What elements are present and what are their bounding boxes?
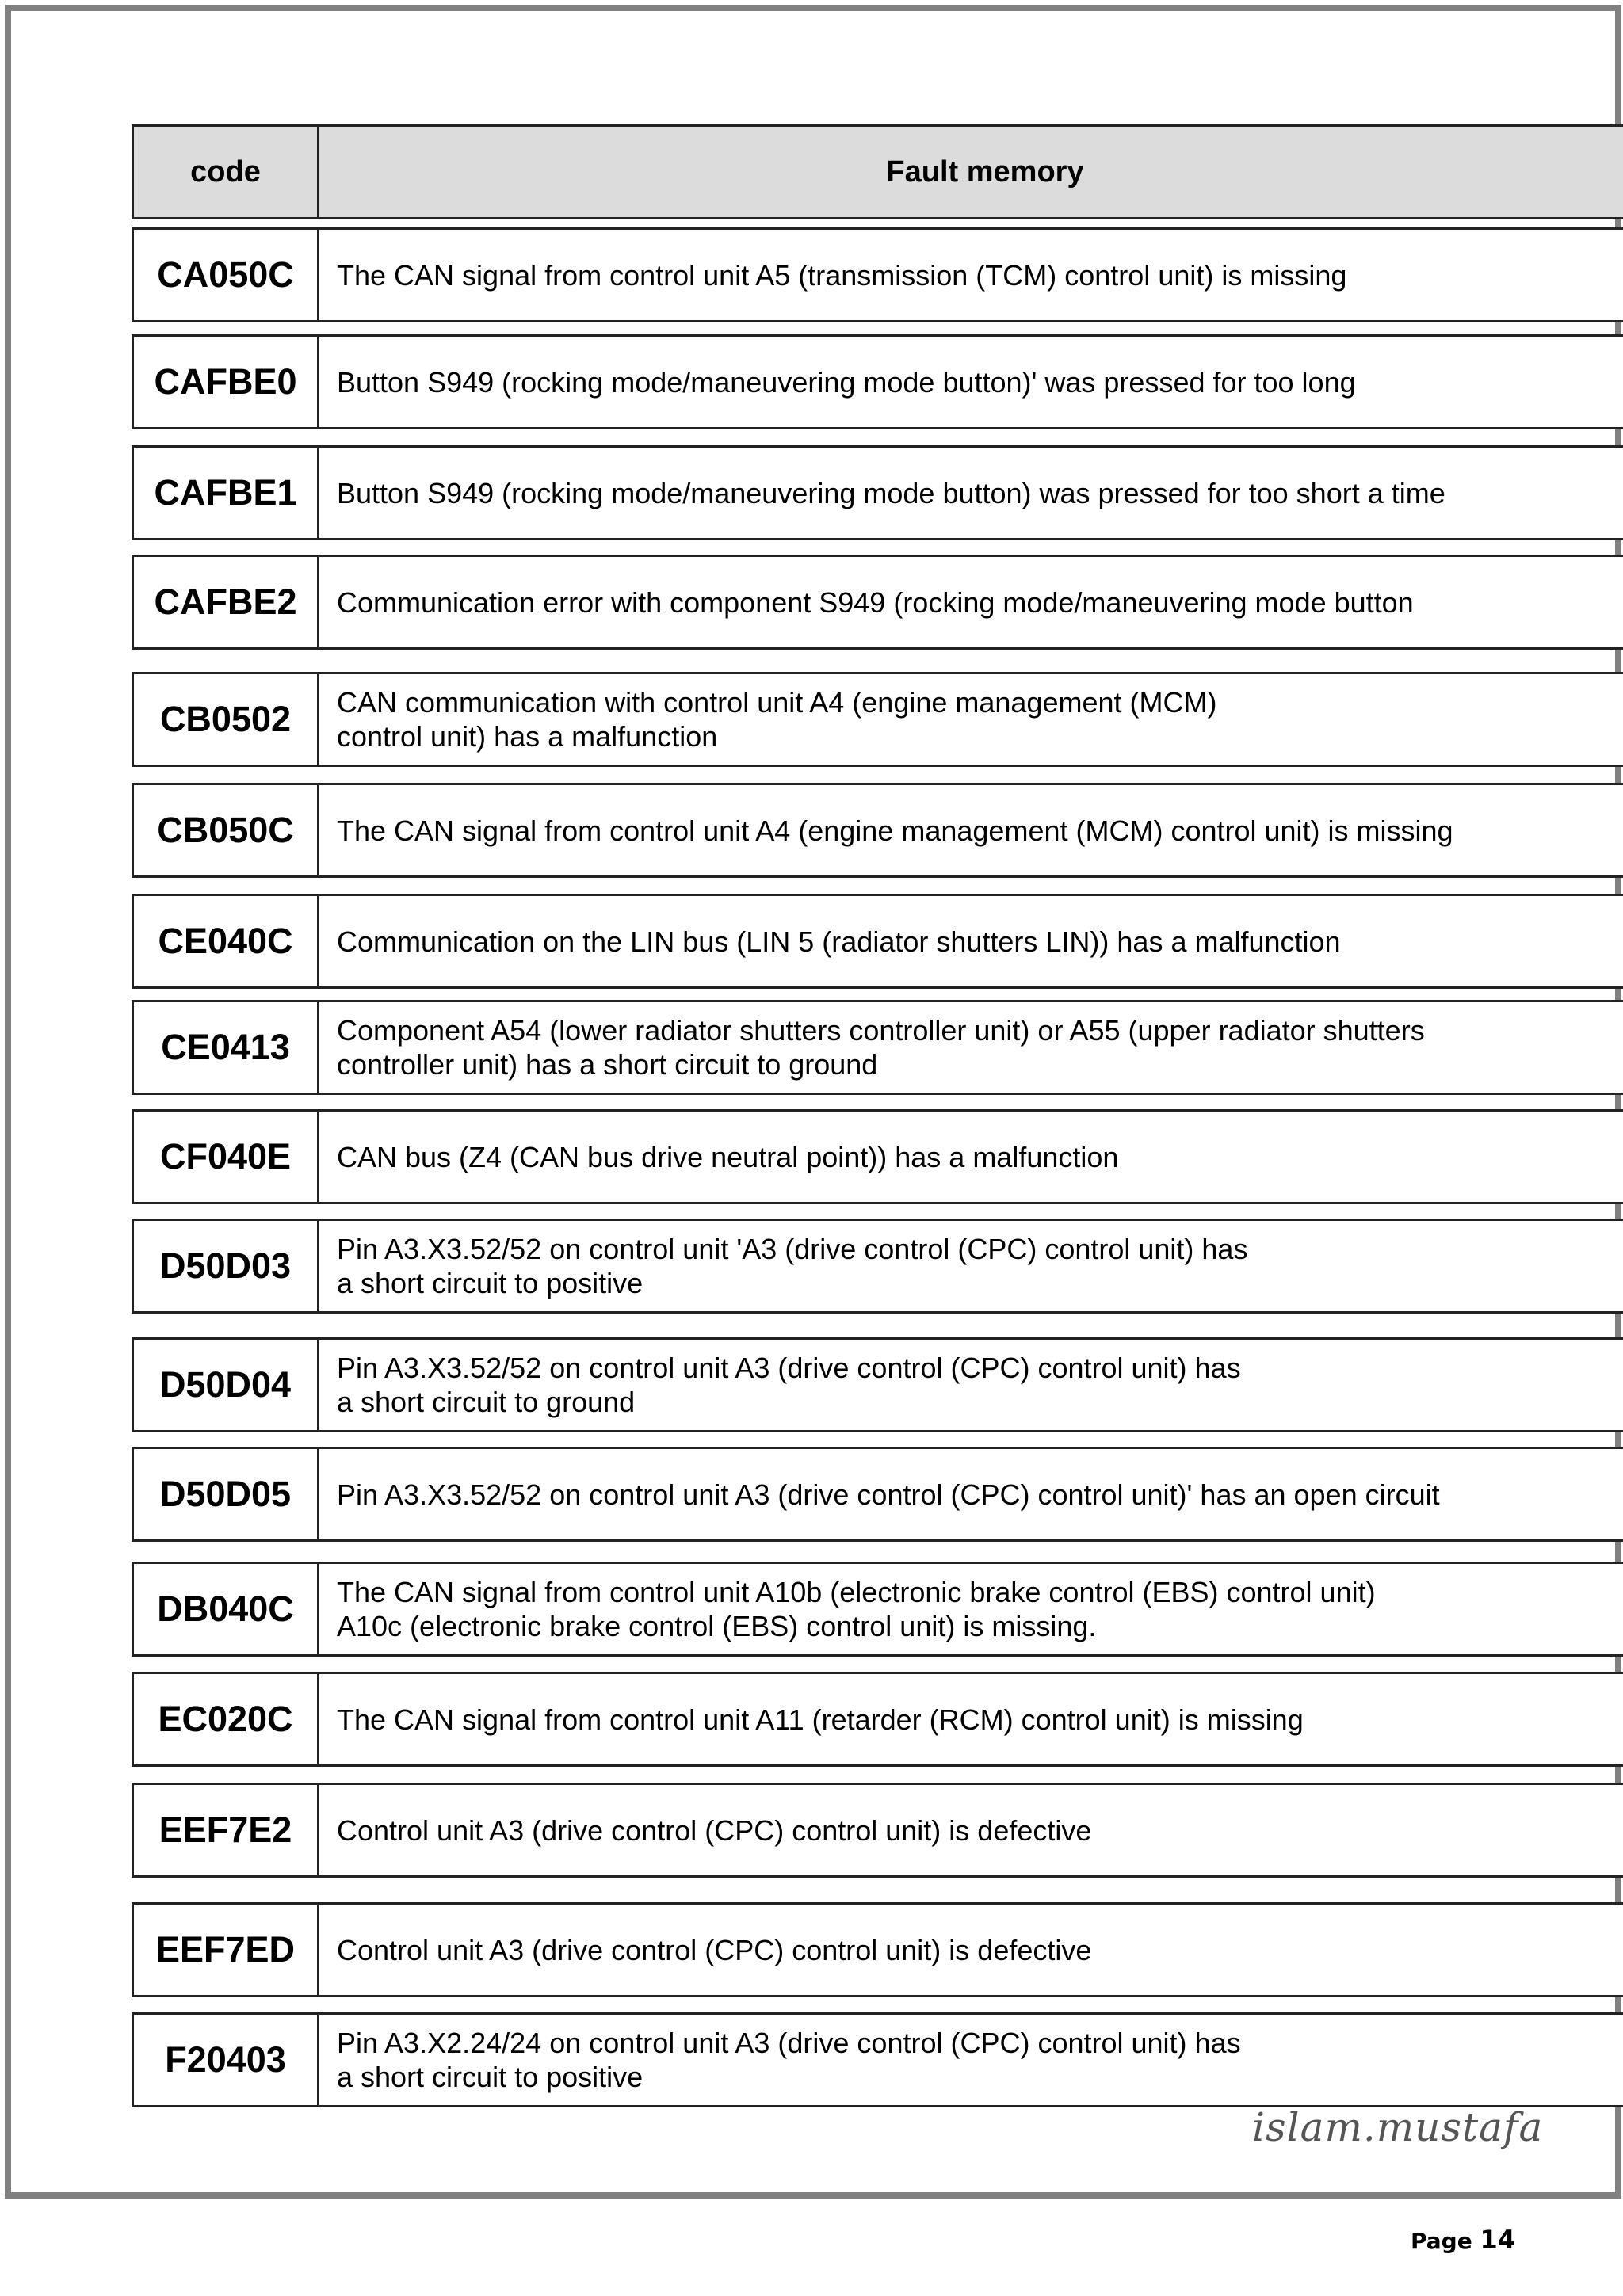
description-line: Communication error with component S949 (rocking mode/maneuvering mode button (337, 585, 1414, 619)
description-line: a short circuit to positive (337, 1267, 643, 1299)
table-header (132, 124, 1623, 219)
description-line: a short circuit to ground (337, 1386, 636, 1418)
description-line: The CAN signal from control unit A4 (engine management (MCM) control unit) is missing (337, 814, 1453, 847)
table-row (132, 894, 1623, 989)
description-line: Control unit A3 (drive control (CPC) control unit) is defective (337, 1933, 1092, 1966)
page-num: 14 (1480, 2225, 1515, 2255)
fault-description (319, 1449, 1623, 1539)
fault-description (319, 1002, 1623, 1093)
fault-code: F20403 (134, 2015, 319, 2105)
page-number (1411, 2225, 1515, 2255)
fault-description (319, 674, 1623, 765)
page-label: Page (1411, 2228, 1472, 2254)
description-line: The CAN signal from control unit A10b (electronic brake control (EBS) control unit) (337, 1576, 1376, 1608)
table-row (132, 783, 1623, 878)
fault-description (319, 785, 1623, 875)
table-row (132, 1562, 1623, 1657)
table-row (132, 445, 1623, 540)
fault-code: CE040C (134, 896, 319, 986)
fault-description (319, 1674, 1623, 1764)
header-code: code (134, 127, 319, 217)
fault-code: CAFBE2 (134, 557, 319, 647)
description-line: Communication on the LIN bus (LIN 5 (radiator shutters LIN)) has a malfunction (337, 925, 1341, 958)
fault-description (319, 1112, 1623, 1202)
fault-description (319, 1785, 1623, 1875)
description-line: The CAN signal from control unit A11 (retarder (RCM) control unit) is missing (337, 1703, 1304, 1736)
fault-code: DB040C (134, 1564, 319, 1654)
table-row (132, 555, 1623, 650)
signature: islam.mustafa (1252, 2104, 1544, 2150)
fault-description (319, 230, 1623, 320)
fault-code: CF040E (134, 1112, 319, 1202)
fault-code: EC020C (134, 1674, 319, 1764)
fault-code: CA050C (134, 230, 319, 320)
description-line: Pin A3.X3.52/52 on control unit A3 (drive control (CPC) control unit)' has an open circuit (337, 1478, 1440, 1511)
fault-code: EEF7ED (134, 1905, 319, 1995)
fault-description (319, 448, 1623, 538)
fault-description (319, 2015, 1623, 2105)
table-row (132, 1337, 1623, 1432)
fault-code: EEF7E2 (134, 1785, 319, 1875)
table-row (132, 334, 1623, 429)
table-row (132, 1672, 1623, 1767)
description-line: a short circuit to positive (337, 2061, 643, 2093)
description-line: CAN bus (Z4 (CAN bus drive neutral point)) has a malfunction (337, 1140, 1119, 1173)
description-line: Pin A3.X3.52/52 on control unit 'A3 (drive control (CPC) control unit) has (337, 1233, 1248, 1265)
fault-code: CB0502 (134, 674, 319, 765)
description-line: controller unit) has a short circuit to ground (337, 1048, 878, 1081)
table-row (132, 1783, 1623, 1878)
fault-code: CAFBE0 (134, 337, 319, 427)
header-fault-memory: Fault memory (886, 154, 1084, 189)
table-row (132, 1000, 1623, 1095)
description-line: The CAN signal from control unit A5 (transmission (TCM) control unit) is missing (337, 258, 1347, 292)
fault-code: CAFBE1 (134, 448, 319, 538)
description-line: Control unit A3 (drive control (CPC) control unit) is defective (337, 1814, 1092, 1847)
fault-description (319, 1564, 1623, 1654)
fault-description (319, 1340, 1623, 1430)
description-line: Button S949 (rocking mode/maneuvering mode button)' was pressed for too long (337, 365, 1356, 399)
table-row (132, 1109, 1623, 1204)
description-line: Pin A3.X2.24/24 on control unit A3 (drive control (CPC) control unit) has (337, 2027, 1241, 2059)
description-line: control unit) has a malfunction (337, 720, 718, 753)
fault-code: D50D03 (134, 1221, 319, 1311)
table-row (132, 2012, 1623, 2107)
description-line: CAN communication with control unit A4 (engine management (MCM) (337, 686, 1217, 719)
fault-code: D50D04 (134, 1340, 319, 1430)
fault-code: CE0413 (134, 1002, 319, 1093)
fault-description (319, 557, 1623, 647)
table-row (132, 1219, 1623, 1314)
description-line: Button S949 (rocking mode/maneuvering mode button) was pressed for too short a time (337, 476, 1445, 509)
fault-description (319, 896, 1623, 986)
fault-code: CB050C (134, 785, 319, 875)
description-line: Component A54 (lower radiator shutters controller unit) or A55 (upper radiator shutters (337, 1014, 1425, 1047)
fault-description (319, 337, 1623, 427)
table-row (132, 672, 1623, 767)
table-row (132, 1447, 1623, 1542)
fault-code: D50D05 (134, 1449, 319, 1539)
table-row (132, 227, 1623, 322)
description-line: Pin A3.X3.52/52 on control unit A3 (drive control (CPC) control unit) has (337, 1352, 1241, 1384)
fault-description (319, 1221, 1623, 1311)
fault-description (319, 1905, 1623, 1995)
description-line: A10c (electronic brake control (EBS) control unit) is missing. (337, 1610, 1097, 1642)
table-row (132, 1902, 1623, 1997)
